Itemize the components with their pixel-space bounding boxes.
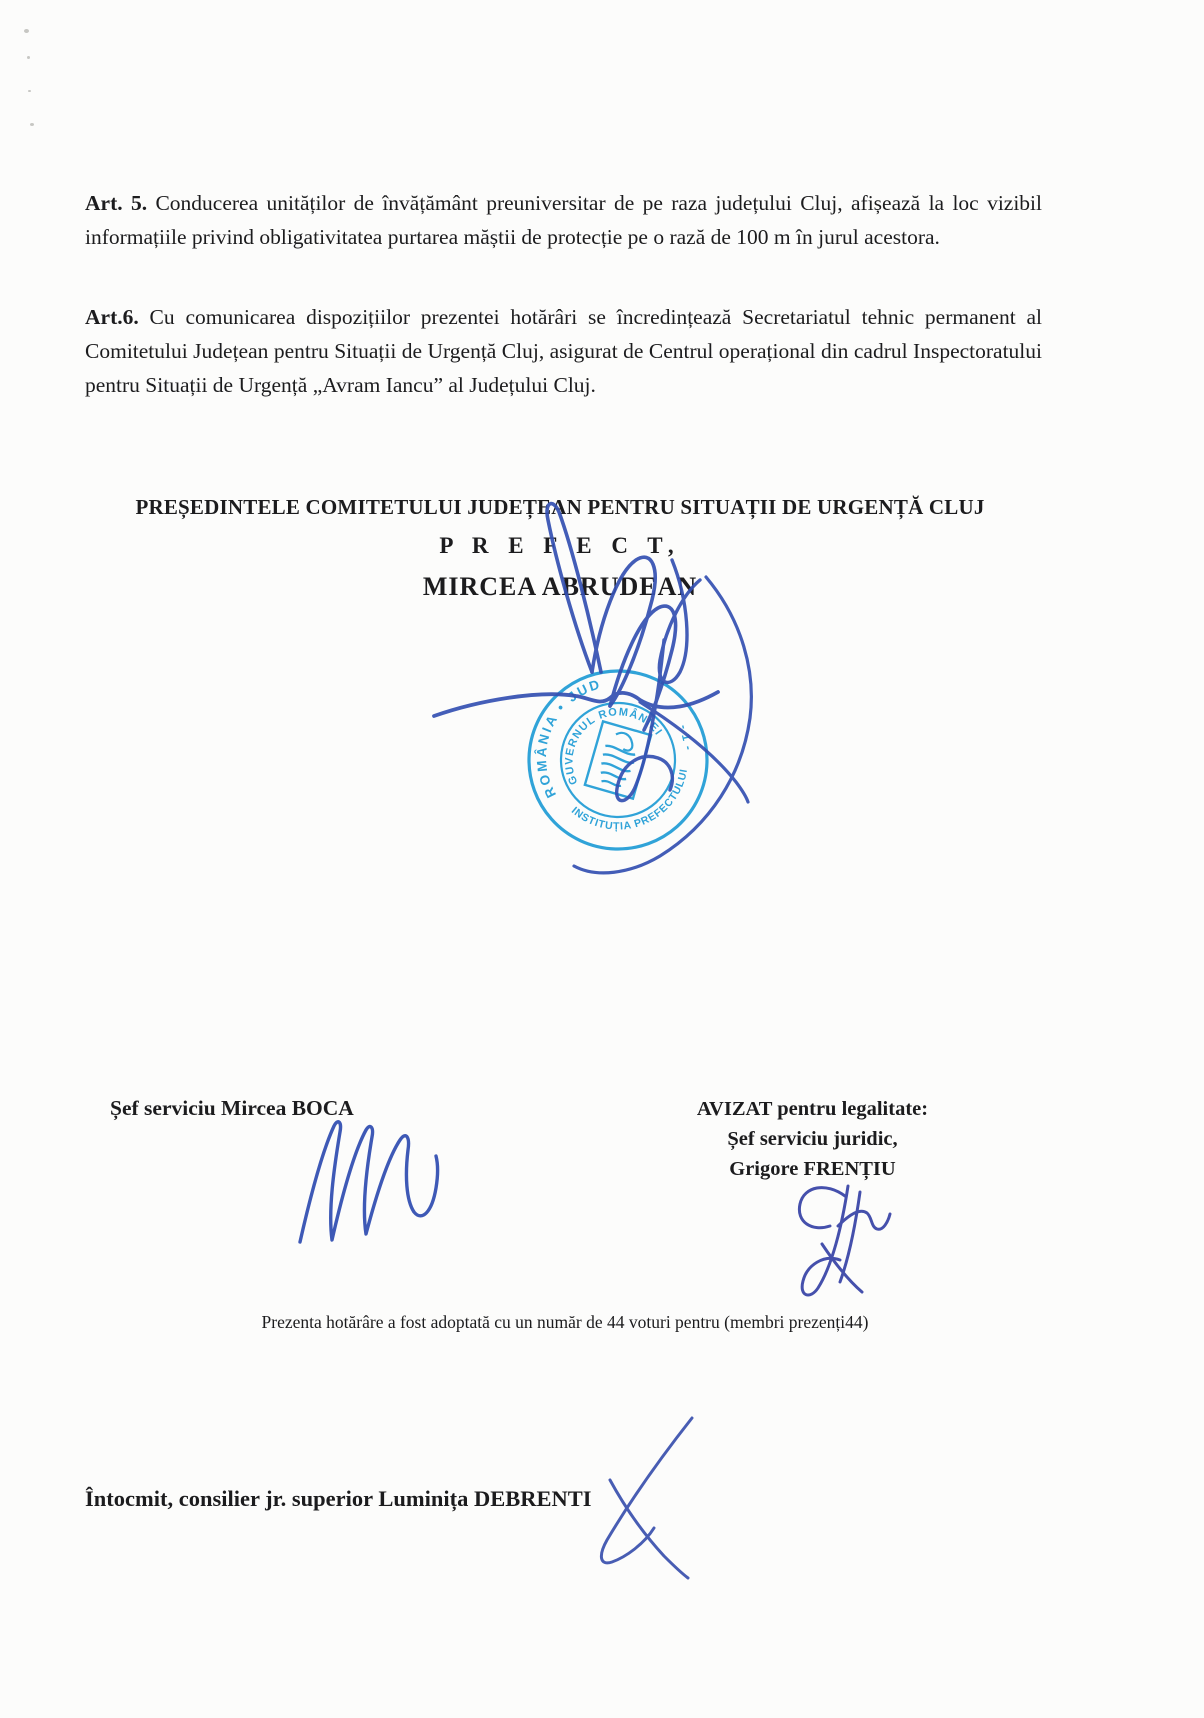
article-6-paragraph xyxy=(85,300,1042,402)
article-5-paragraph xyxy=(85,186,1042,254)
frentiu-signature xyxy=(770,1170,900,1300)
debrenti-signature xyxy=(575,1415,705,1590)
scan-speck xyxy=(27,56,30,59)
juridic-role-line: Șef serviciu juridic, xyxy=(727,1128,898,1150)
prefect-name: MIRCEA ABRUDEAN xyxy=(422,572,698,601)
official-stamp-and-signature xyxy=(380,470,780,910)
article-6-label: Art.6. xyxy=(85,305,139,329)
stamp-outer-bottom-text: INSTITUȚIA PREFECTULUI xyxy=(568,767,691,833)
scan-speck xyxy=(24,29,29,33)
footer-prepared-by: Întocmit, consilier jr. superior Luminița DEBRENTI xyxy=(85,1486,592,1511)
stamp-outer-top-text: ROMÂNIA • JUD xyxy=(533,676,604,801)
article-5-label: Art. 5. xyxy=(85,191,148,215)
frentiu-name-line: Grigore FRENȚIU xyxy=(729,1158,896,1180)
article-5-text: Conducerea unităților de învățământ preuniversitar de pe raza județului Cluj, afișează la loc vizibil informațiile privind obligativitatea purtarea măștii de protecție pe o rază de 100 m în jurul acestora. xyxy=(85,191,1043,249)
committee-president-title: PREȘEDINTELE COMITETULUI JUDEȚEAN PENTRU SITUAȚII DE URGENȚĂ CLUJ xyxy=(135,495,985,519)
stamp-inner-ring-text: GUVERNUL ROMÂNIEI xyxy=(563,706,665,787)
left-signer-label: Șef serviciu Mircea BOCA xyxy=(110,1096,354,1120)
adoption-note: Prezenta hotărâre a fost adoptată cu un număr de 44 voturi pentru (membri prezenți44) xyxy=(261,1312,869,1332)
boca-signature xyxy=(280,1110,450,1250)
prefect-role-line: P R E F E C T, xyxy=(439,533,681,558)
stamp-side-mark: - 1 - xyxy=(676,723,697,753)
avizat-line: AVIZAT pentru legalitate: xyxy=(696,1098,929,1120)
scan-speck xyxy=(28,90,31,92)
scan-speck xyxy=(30,123,34,126)
article-6-text: Cu comunicarea dispozițiilor prezentei hotărâri se încredințează Secretariatul tehnic permanent al Comitetului Județean pentru Situații de Urgență Cluj, asigurat de Centrul operațional din cadrul Inspectoratului pentru Situații de Urgență „Avram Iancu” al Județului Cluj. xyxy=(85,305,1042,397)
